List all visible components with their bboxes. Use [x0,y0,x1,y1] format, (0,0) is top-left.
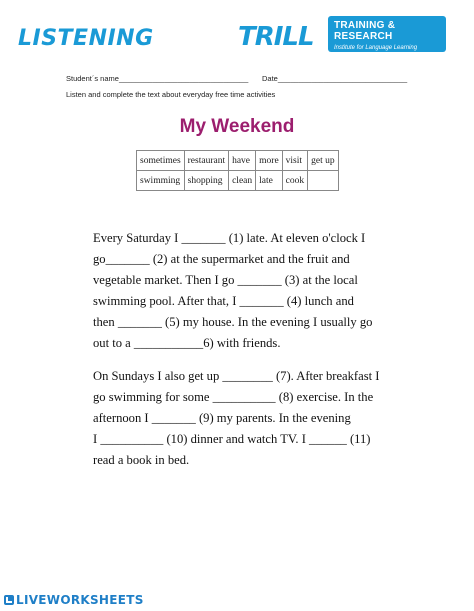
trill-logo [238,16,448,56]
word-bank-cell: visit [282,151,307,171]
word-bank-cell: shopping [184,171,228,191]
word-bank-cell: late [256,171,283,191]
story-paragraph-2 [93,366,393,471]
word-bank-cell: swimming [137,171,185,191]
story-line: On Sundays I also get up ________ (7). After breakfast I [93,369,380,383]
logo-box [328,16,446,52]
word-bank-cell: get up [308,151,338,171]
word-bank-cell: cook [282,171,307,191]
story-line: afternoon I _______ (9) my parents. In the evening [93,411,351,425]
word-bank-cell: more [256,151,283,171]
footer-brand-text: LIVEWORKSHEETS [16,593,144,607]
story-line: read a book in bed. [93,453,190,467]
instruction-text: Listen and complete the text about everyday free time activities [66,90,276,99]
story-line: go_______ (2) at the supermarket and the fruit and [93,252,350,266]
story-line: then _______ (5) my house. In the evening I usually go [93,315,373,329]
student-name-field[interactable]: Student´s name_______________________________ [66,74,249,83]
word-bank-cell: clean [229,171,256,191]
story-paragraph-1 [93,228,393,354]
listening-heading: LISTENING [18,26,154,51]
story-line: vegetable market. Then I go _______ (3) at the local [93,273,358,287]
story-line: go swimming for some __________ (8) exercise. In the [93,390,374,404]
worksheet-title: My Weekend [179,116,295,137]
liveworksheets-footer[interactable] [4,593,144,607]
word-bank-cell: sometimes [137,151,185,171]
word-bank-cell [308,171,338,191]
story-line: I __________ (10) dinner and watch TV. I ______ (11) [93,432,371,446]
story-line: Every Saturday I _______ (1) late. At eleven o'clock I [93,231,366,245]
date-field[interactable]: Date_______________________________ [262,74,408,83]
word-bank-row [137,171,339,191]
word-bank-cell: restaurant [184,151,228,171]
word-bank-cell: have [229,151,256,171]
logo-wordmark: TRILL [238,22,314,52]
story-line: out to a ___________6) with friends. [93,336,281,350]
story-line: swimming pool. After that, I _______ (4) lunch and [93,294,354,308]
word-bank-table [136,150,339,191]
liveworksheets-logo-icon [4,595,14,605]
logo-box-line2: Institute for Language Learning [334,45,418,51]
word-bank-row [137,151,339,171]
logo-box-line1: TRAINING & RESEARCH [334,20,396,42]
